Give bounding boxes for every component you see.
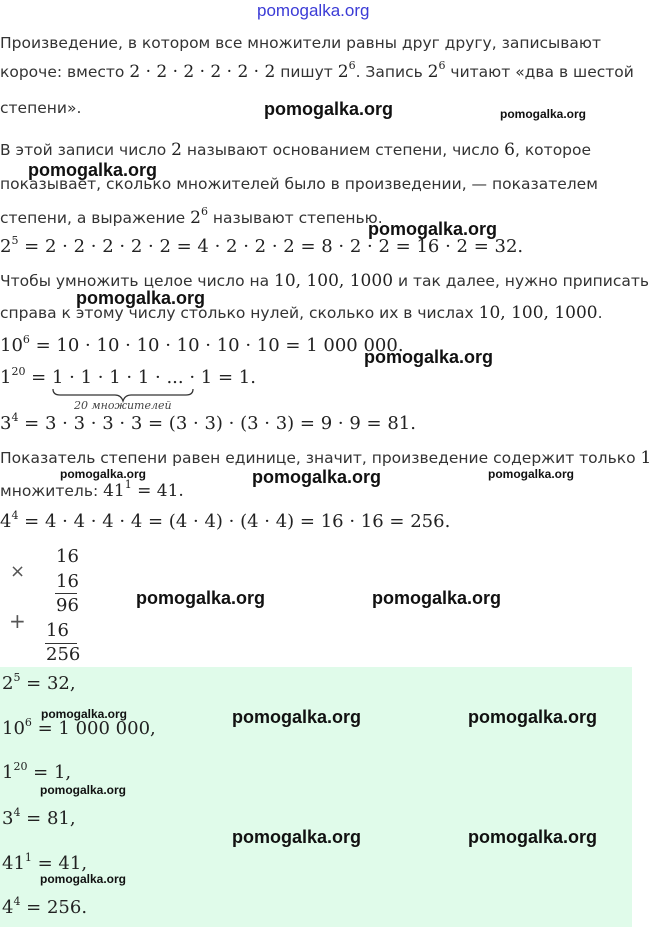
paragraph-2-line-1: В этой записи число 2 называют основанием степени, число 6, которое <box>0 140 592 160</box>
underbrace-label: 20 множителей <box>73 399 172 412</box>
paragraph-3-line-2: справа к этому числу столько нулей, сколько их в числах 10, 100, 1000. <box>0 303 603 323</box>
answer-6: $4^4 = 256$. <box>2 895 88 918</box>
paragraph-4-line-2: множитель: $41^1 = 41$. <box>0 478 184 501</box>
answer-block <box>0 667 632 927</box>
paragraph-1-line-3: степени». <box>0 99 82 117</box>
watermark: pomogalka.org <box>232 707 362 727</box>
column-row-4: 16 <box>46 620 69 641</box>
watermark: pomogalka.org <box>40 783 127 797</box>
watermark: pomogalka.org <box>468 707 598 727</box>
watermark: pomogalka.org <box>264 99 394 119</box>
watermark: pomogalka.org <box>76 288 206 308</box>
watermark: pomogalka.org <box>28 160 158 180</box>
watermark: pomogalka.org <box>372 588 502 608</box>
watermark: pomogalka.org <box>368 219 498 239</box>
equation-10-pow-6: $10^6 = 10 \cdot 10 \cdot 10 \cdot 10 \cdot 10 \cdot 10 = 1$ 000 000. <box>0 333 404 356</box>
paragraph-2-line-2: показывает, сколько множителей было в произведении, — показателем <box>0 175 598 193</box>
column-divider-1 <box>55 593 77 594</box>
watermark: pomogalka.org <box>40 872 127 886</box>
equation-2-pow-5: $2^5 = 2 \cdot 2 \cdot 2 \cdot 2 \cdot 2 = 4 \cdot 2 \cdot 2 \cdot 2 = 8 \cdot 2 \cdot 2 = 16 \cdot 2 = 32$. <box>0 234 524 257</box>
site-header-link[interactable]: pomogalka.org <box>257 1 370 20</box>
watermark: pomogalka.org <box>468 827 598 847</box>
answer-1: $2^5 = 32$, <box>2 671 76 694</box>
paragraph-1-line-1: Произведение, в котором все множители равны друг другу, записывают <box>0 34 602 52</box>
watermark: pomogalka.org <box>364 347 494 367</box>
column-row-2: 16 <box>56 571 79 592</box>
answer-5: $41^1 = 41$, <box>2 851 88 874</box>
watermark: pomogalka.org <box>232 827 362 847</box>
equation-4-pow-4: $4^4 = 4 \cdot 4 \cdot 4 \cdot 4 = (4 \cdot 4) \cdot (4 \cdot 4) = 16 \cdot 16 = 256$. <box>0 509 451 532</box>
watermark: pomogalka.org <box>252 467 382 487</box>
times-sign: × <box>10 561 26 582</box>
answer-3: $1^{20} = 1$, <box>2 760 72 783</box>
paragraph-3-line-1: Чтобы умножить целое число на 10, 100, 1000 и так далее, нужно приписать <box>0 271 650 291</box>
watermark: pomogalka.org <box>136 588 266 608</box>
answer-4: $3^4 = 81$, <box>2 806 76 829</box>
watermark: pomogalka.org <box>41 707 128 721</box>
equation-1-pow-20: $1^{20} = 1 \cdot 1 \cdot 1 \cdot 1$ · ... · 1 20 множителей = 1. <box>0 365 256 412</box>
column-row-5: 256 <box>46 644 81 665</box>
paragraph-1-line-2: короче: вместо 2 · 2 · 2 · 2 · 2 · 2 пишут $2^6$. Запись $2^6$ читают «два в шестой <box>0 59 634 82</box>
column-row-3: 96 <box>56 595 79 616</box>
equation-3-pow-4: $3^4 = 3 \cdot 3 \cdot 3 \cdot 3 = (3 \cdot 3) \cdot (3 \cdot 3) = 9 \cdot 9 = 81$. <box>0 411 416 434</box>
underbraced-product: 1 · 1 · 1 · 1 · ... · 1 20 множителей <box>51 367 213 412</box>
watermark: pomogalka.org <box>488 467 575 481</box>
paragraph-2-line-3: степени, а выражение $2^6$ называют степенью. <box>0 205 383 228</box>
watermark: pomogalka.org <box>60 467 147 481</box>
column-row-1: 16 <box>56 546 79 567</box>
watermark: pomogalka.org <box>500 107 587 121</box>
plus-sign: + <box>9 609 26 633</box>
paragraph-4-line-1: Показатель степени равен единице, значит, произведение содержит только 1 <box>0 448 651 468</box>
answer-2: $10^6 = 1$ 000 000, <box>2 716 156 739</box>
